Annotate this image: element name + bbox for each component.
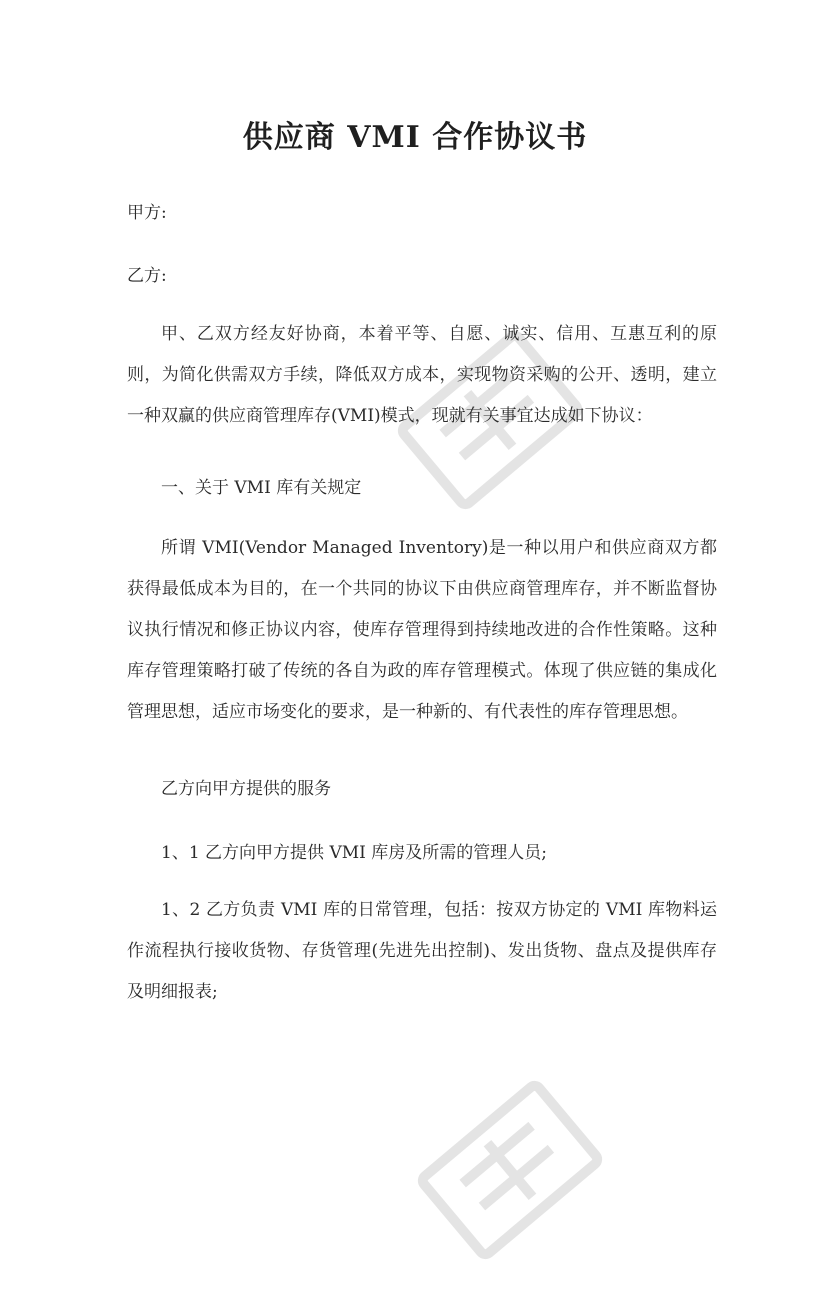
services-heading: 乙方向甲方提供的服务 (161, 779, 331, 799)
intro-paragraph: 甲、乙双方经友好协商，本着平等、自愿、诚实、信用、互惠互利的原则，为简化供需双方手续，降低双方成本，实现物资采购的公开、透明，建立一种双赢的供应商管理库存(VMI)模式，现就有关事宜达成如下协议： (127, 324, 717, 426)
party-b-label: 乙方: (127, 266, 167, 286)
document-title: 供应商 VMI 合作协议书 (242, 120, 588, 155)
vmi-definition-paragraph: 所谓 VMI(Vendor Managed Inventory)是一种以用户和供应商双方都获得最低成本为目的，在一个共同的协议下由供应商管理库存，并不断监督协议执行情况和修正协议内容，使库存管理得到持续地改进的合作性策略。这种库存管理策略打破了传统的各自为政的库存管理模式。体现了供应链的集成化管理思想，适应市场变化的要求，是一种新的、有代表性的库存管理思想。 (127, 538, 717, 722)
section-1-heading: 一、关于 VMI 库有关规定 (161, 478, 362, 498)
list-item-1-1: 1、1 乙方向甲方提供 VMI 库房及所需的管理人员; (161, 843, 547, 863)
party-a-label: 甲方: (127, 203, 167, 223)
list-item-1-2: 1、2 乙方负责 VMI 库的日常管理，包括：按双方协定的 VMI 库物料运作流程执行接收货物、存货管理(先进先出控制)、发出货物、盘点及提供库存及明细报表; (127, 900, 717, 1002)
watermark-logo-bottom (380, 1040, 640, 1300)
